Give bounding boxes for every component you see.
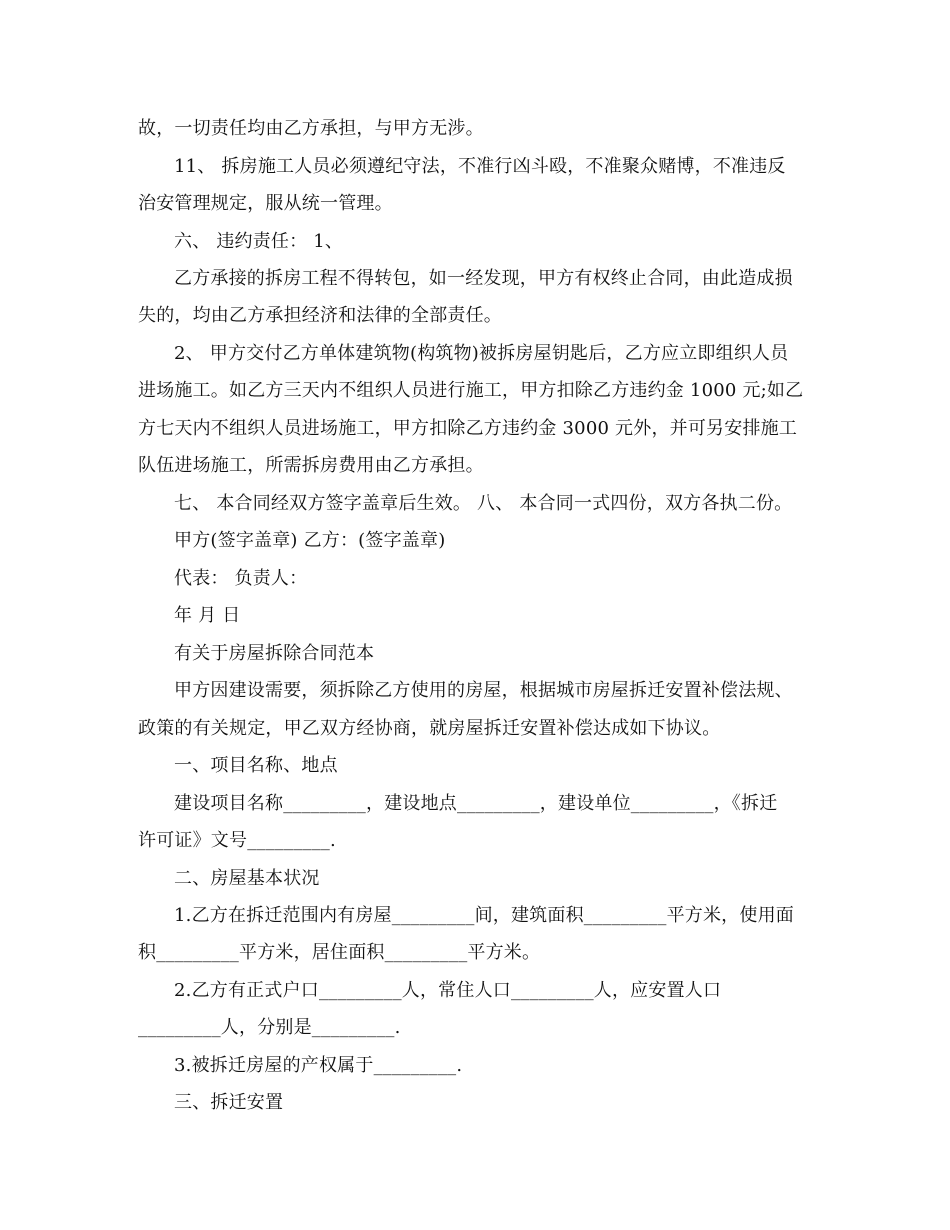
text-line: 3.被拆迁房屋的产权属于_________.	[174, 1055, 463, 1076]
text-line: 进场施工。如乙方三天内不组织人员进行施工，甲方扣除乙方违约金 1000 元;如乙	[138, 380, 804, 401]
text-line: 方七天内不组织人员进场施工，甲方扣除乙方违约金 3000 元外，并可另安排施工	[138, 418, 798, 439]
section-heading: 二、房屋基本状况	[174, 868, 320, 889]
signature-line: 代表： 负责人：	[174, 568, 308, 589]
text-line: 1.乙方在拆迁范围内有房屋_________间，建筑面积_________平方米，使用面	[174, 905, 794, 926]
section-heading: 六、 违约责任： 1、	[174, 231, 344, 252]
text-line: 政策的有关规定，甲乙双方经协商，就房屋拆迁安置补偿达成如下协议。	[138, 718, 721, 739]
date-line: 年 月 日	[174, 605, 241, 626]
text-line: 11、 拆房施工人员必须遵纪守法，不准行凶斗殴，不准聚众赌博，不准违反	[174, 156, 786, 177]
text-line: 队伍进场施工，所需拆房费用由乙方承担。	[138, 455, 484, 476]
text-line: 甲方因建设需要，须拆除乙方使用的房屋，根据城市房屋拆迁安置补偿法规、	[174, 680, 793, 701]
text-line: 2.乙方有正式户口_________人，常住人口_________人，应安置人口	[174, 980, 722, 1001]
text-line: 许可证》文号_________.	[138, 830, 336, 851]
text-line: 建设项目名称_________，建设地点_________，建设单位_________，《拆迁	[174, 793, 778, 814]
section-heading: 三、拆迁安置	[174, 1092, 284, 1113]
text-line: 乙方承接的拆房工程不得转包，如一经发现，甲方有权终止合同，由此造成损	[174, 268, 793, 289]
document-title: 有关于房屋拆除合同范本	[174, 643, 375, 664]
text-line: _________人，分别是_________.	[138, 1017, 401, 1038]
text-line: 失的，均由乙方承担经济和法律的全部责任。	[138, 305, 502, 326]
text-line: 故，一切责任均由乙方承担，与甲方无涉。	[138, 118, 484, 139]
text-line: 七、 本合同经双方签字盖章后生效。 八、 本合同一式四份，双方各执二份。	[174, 493, 793, 514]
text-line: 2、 甲方交付乙方单体建筑物(构筑物)被拆房屋钥匙后，乙方应立即组织人员	[174, 343, 789, 364]
signature-line: 甲方(签字盖章) 乙方：(签字盖章)	[174, 530, 446, 551]
section-heading: 一、项目名称、地点	[174, 755, 338, 776]
text-line: 积_________平方米，居住面积_________平方米。	[138, 942, 541, 963]
text-line: 治安管理规定，服从统一管理。	[138, 193, 393, 214]
